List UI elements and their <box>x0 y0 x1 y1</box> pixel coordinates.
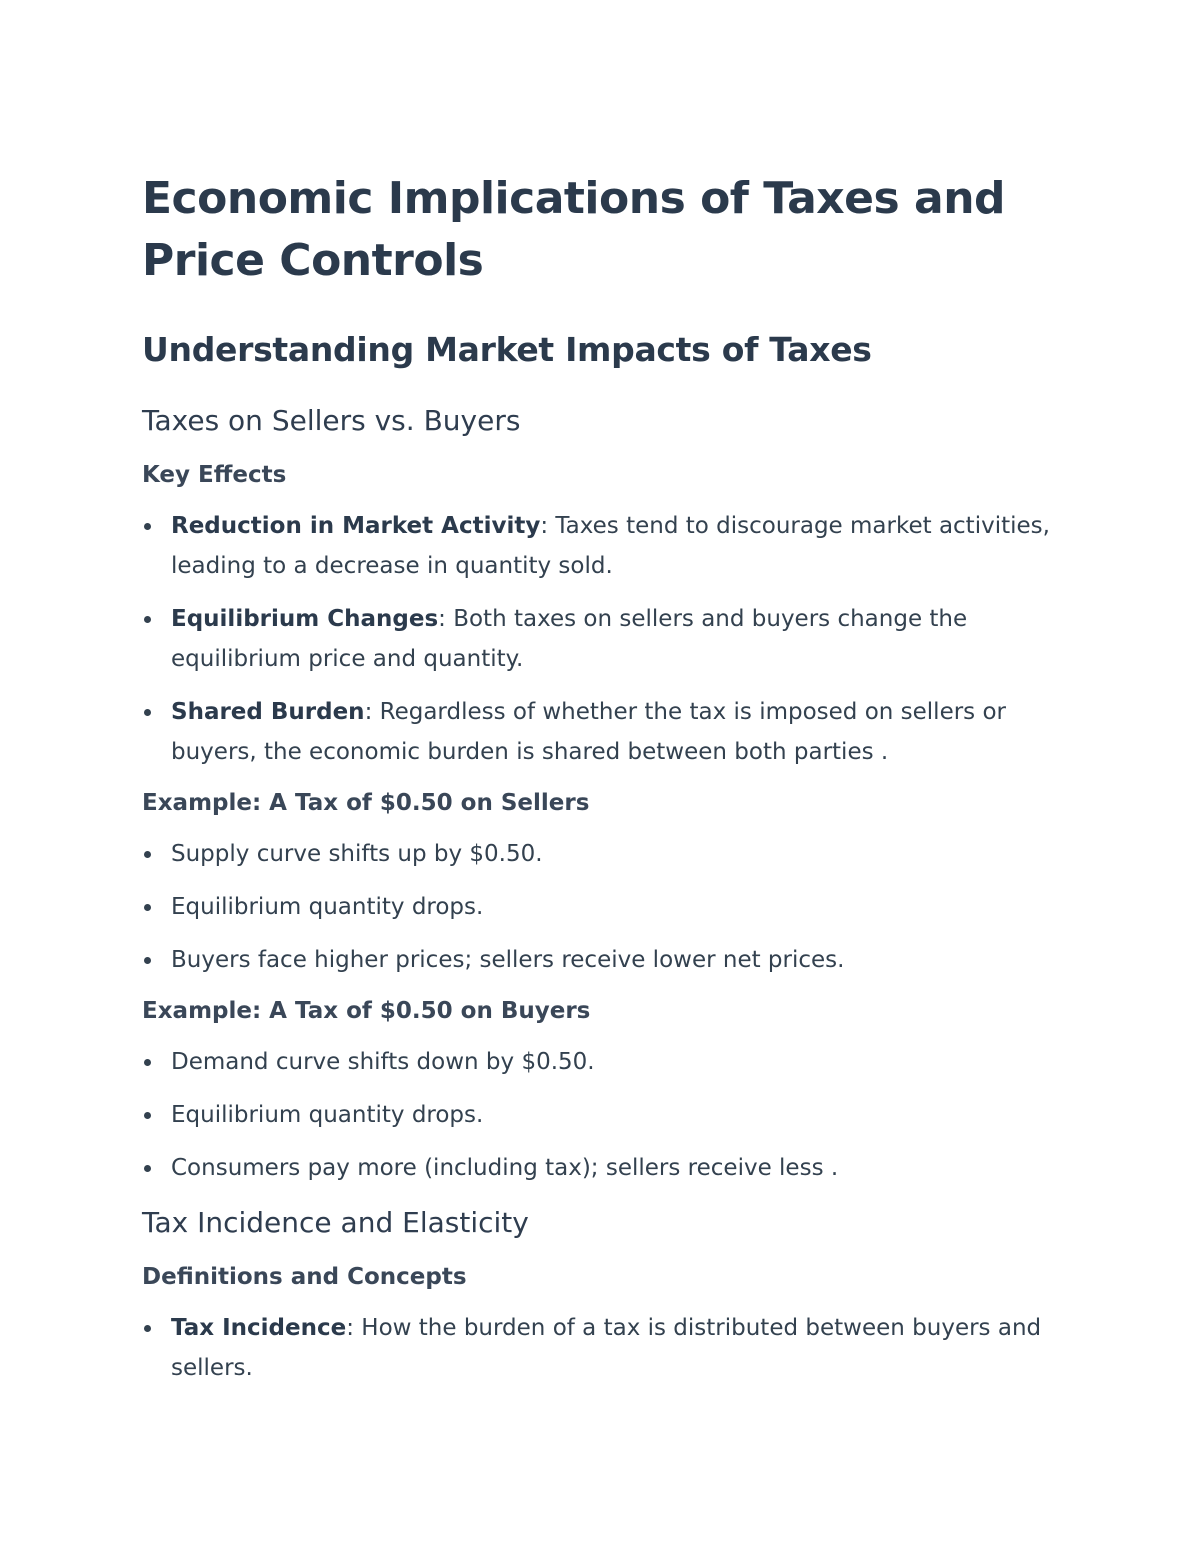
list-item-text: : Both taxes on sellers and buyers change the equilibrium price and quantity. <box>171 606 968 672</box>
list-item-term: Tax Incidence <box>171 1315 347 1341</box>
list-item-text: Equilibrium quantity drops. <box>171 894 484 920</box>
list-item-text: Demand curve shifts down by $0.50. <box>171 1049 595 1075</box>
list-item <box>142 1095 1050 1135</box>
group-heading-definitions: Definitions and Concepts <box>142 1264 467 1290</box>
bullet-icon <box>144 523 151 530</box>
list-item <box>142 940 1050 980</box>
group-heading-example-buyers: Example: A Tax of $0.50 on Buyers <box>142 998 591 1024</box>
document-title: Economic Implications of Taxes and Price Controls <box>142 173 1006 286</box>
example-buyers-list <box>142 1042 1050 1188</box>
bullet-icon <box>144 851 151 858</box>
list-item <box>142 834 1050 874</box>
list-item-text: : Regardless of whether the tax is imposed on sellers or buyers, the economic burden is shared between both parties . <box>171 699 1007 765</box>
bullet-icon <box>144 709 151 716</box>
list-item-term: Reduction in Market Activity <box>171 513 541 539</box>
list-item <box>142 692 1050 772</box>
list-item-text: : How the burden of a tax is distributed between buyers and sellers. <box>171 1315 1042 1381</box>
subsection-heading-tax-incidence: Tax Incidence and Elasticity <box>142 1206 529 1239</box>
group-heading-key-effects: Key Effects <box>142 462 287 488</box>
section-heading: Understanding Market Impacts of Taxes <box>142 330 872 369</box>
bullet-icon <box>144 1165 151 1172</box>
bullet-icon <box>144 1059 151 1066</box>
list-item <box>142 599 1050 679</box>
list-item <box>142 887 1050 927</box>
bullet-icon <box>144 616 151 623</box>
bullet-icon <box>144 1325 151 1332</box>
definitions-list <box>142 1308 1050 1388</box>
list-item <box>142 1042 1050 1082</box>
bullet-icon <box>144 904 151 911</box>
list-item-term: Shared Burden <box>171 699 365 725</box>
subsection-heading-taxes-sellers-buyers: Taxes on Sellers vs. Buyers <box>142 404 521 437</box>
list-item-text: : Taxes tend to discourage market activities, leading to a decrease in quantity sold. <box>171 513 1050 579</box>
list-item <box>142 1148 1050 1188</box>
group-heading-example-sellers: Example: A Tax of $0.50 on Sellers <box>142 790 590 816</box>
list-item <box>142 1308 1050 1388</box>
bullet-icon <box>144 957 151 964</box>
key-effects-list <box>142 506 1050 772</box>
list-item-term: Equilibrium Changes <box>171 606 439 632</box>
list-item-text: Supply curve shifts up by $0.50. <box>171 841 543 867</box>
list-item <box>142 506 1050 586</box>
bullet-icon <box>144 1112 151 1119</box>
list-item-text: Consumers pay more (including tax); sellers receive less . <box>171 1155 839 1181</box>
list-item-text: Buyers face higher prices; sellers receive lower net prices. <box>171 947 845 973</box>
example-sellers-list <box>142 834 1050 980</box>
list-item-text: Equilibrium quantity drops. <box>171 1102 484 1128</box>
